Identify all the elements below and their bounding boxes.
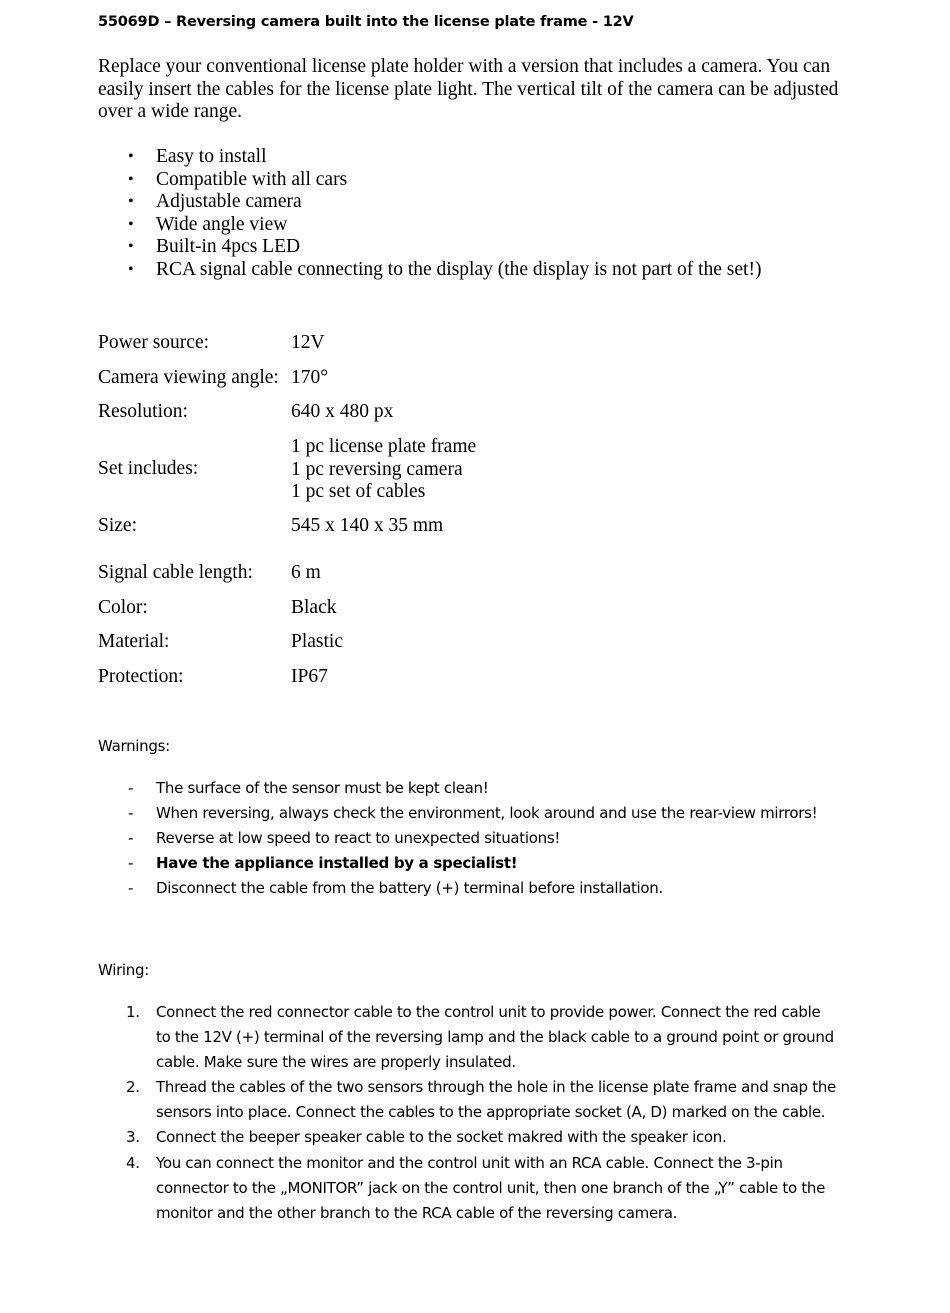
spec-label: Color: xyxy=(98,597,148,618)
wiring-step: 3. Connect the beeper speaker cable to the socket makred with the speaker icon. xyxy=(98,1125,838,1150)
spec-value: 1 pc set of cables xyxy=(291,481,426,502)
spec-label: Protection: xyxy=(98,666,184,687)
spec-label: Signal cable length: xyxy=(98,562,253,583)
step-number: 3. xyxy=(126,1128,140,1147)
document-title: 55069D – Reversing camera built into the license plate frame - 12V xyxy=(98,14,634,30)
wiring-step: 4. You can connect the monitor and the control unit with an RCA cable. Connect the 3-pin connector to the „MONITOR” jack on the control unit, then one branch of the „Y” cable to the monitor and the other branch to the RCA cable of the reversing camera. xyxy=(98,1151,838,1226)
spec-value: 1 pc reversing camera xyxy=(291,458,463,480)
bullet-icon: • xyxy=(128,215,134,233)
wiring-steps xyxy=(98,1000,838,1226)
feature-item: • Compatible with all cars xyxy=(128,168,348,190)
warning-item: - When reversing, always check the environment, look around and use the rear-view mirrors! xyxy=(98,801,817,826)
warnings-heading: Warnings: xyxy=(98,737,170,755)
bullet-icon: • xyxy=(128,193,134,210)
bullet-icon: • xyxy=(128,170,134,188)
spec-label: Set includes: xyxy=(98,458,199,479)
bullet-icon: • xyxy=(128,148,134,165)
warning-item: - Reverse at low speed to react to unexpected situations! xyxy=(98,826,817,851)
spec-label: Material: xyxy=(98,631,170,652)
spec-value: IP67 xyxy=(291,666,328,687)
spec-value: 12V xyxy=(291,332,325,353)
feature-item: • Built-in 4pcs LED xyxy=(128,236,301,257)
step-number: 2. xyxy=(126,1078,140,1097)
warning-item: - Disconnect the cable from the battery (+) terminal before installation. xyxy=(98,876,817,901)
spec-label: Power source: xyxy=(98,332,210,353)
feature-item: • Adjustable camera xyxy=(128,191,302,212)
dash-marker: - xyxy=(128,854,134,872)
wiring-heading: Wiring: xyxy=(98,961,149,979)
spec-value: 640 x 480 px xyxy=(291,401,394,422)
spec-value: 170° xyxy=(291,367,329,388)
warning-item: - The surface of the sensor must be kept clean! xyxy=(98,776,817,801)
bullet-icon: • xyxy=(128,260,134,278)
spec-value: 545 x 140 x 35 mm xyxy=(291,515,444,536)
dash-marker: - xyxy=(128,779,134,797)
dash-marker: - xyxy=(128,804,134,822)
feature-item: • RCA signal cable connecting to the display (the display is not part of the set!) xyxy=(128,258,762,280)
dash-marker: - xyxy=(128,829,134,847)
step-number: 1. xyxy=(126,1003,140,1021)
feature-item: • Wide angle view xyxy=(128,213,288,235)
warnings-list xyxy=(98,776,817,901)
wiring-step: 2. Thread the cables of the two sensors through the hole in the license plate frame and snap the sensors into place. Connect the cables to the appropriate socket (A, D) marked on the cable. xyxy=(98,1075,838,1125)
intro-paragraph: Replace your conventional license plate holder with a version that includes a camera. You can easily insert the cables for the license plate light. The vertical tilt of the camera can be adjusted over a wide range. xyxy=(98,56,839,122)
wiring-step: 1. Connect the red connector cable to the control unit to provide power. Connect the red cable to the 12V (+) terminal of the reversing lamp and the black cable to a ground point or ground cable. Make sure the wires are properly insulated. xyxy=(98,1000,838,1075)
spec-label: Size: xyxy=(98,515,137,536)
spec-value: Plastic xyxy=(291,631,343,652)
step-number: 4. xyxy=(126,1153,140,1172)
spec-label: Resolution: xyxy=(98,401,188,422)
bullet-icon: • xyxy=(128,238,134,255)
spec-value: Black xyxy=(291,597,337,618)
spec-value: 1 pc license plate frame xyxy=(291,436,477,457)
warning-item: - Have the appliance installed by a specialist! xyxy=(98,851,817,876)
feature-list xyxy=(98,146,761,281)
feature-item: • Easy to install xyxy=(128,146,267,167)
spec-value: 6 m xyxy=(291,562,321,583)
dash-marker: - xyxy=(128,879,134,897)
spec-label: Camera viewing angle: xyxy=(98,367,279,388)
